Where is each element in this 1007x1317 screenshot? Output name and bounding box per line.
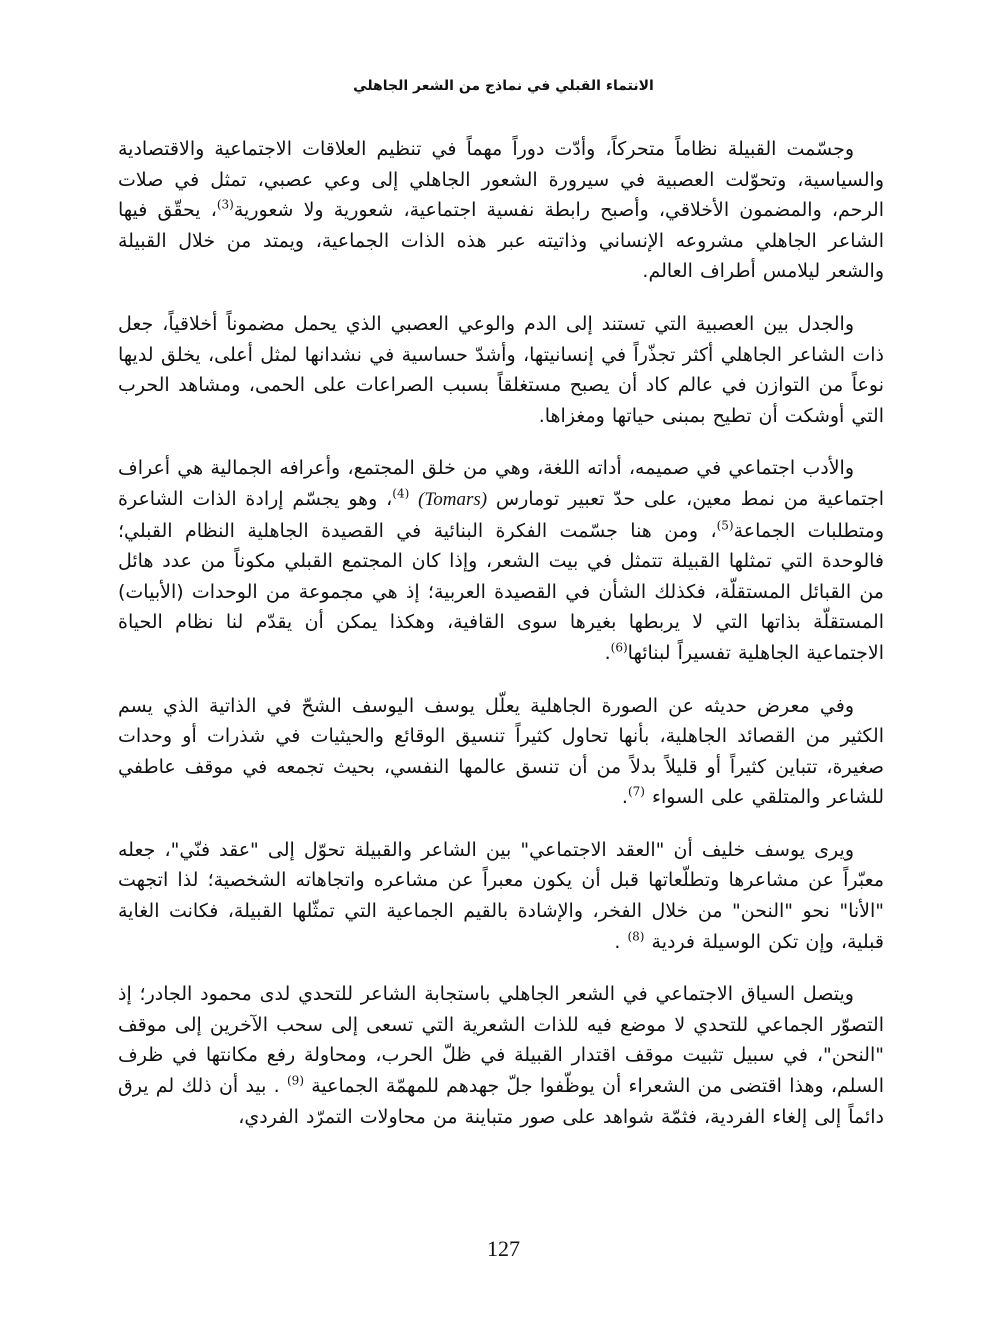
footnote-reference: (4): [392, 486, 410, 501]
paragraph-text: والأدب اجتماعي في صميمه، أداته اللغة، وهي من خلق المجتمع، وأعرافه الجمالية هي أعراف اجتماعية من نمط معين، على حدّ تعبير تومارس: [118, 457, 884, 510]
paragraph-text: ويرى يوسف خليف أن "العقد الاجتماعي" بين الشاعر والقبيلة تحوّل إلى "عقد فنّي"، جعله معبّراً عن مشاعرها وتطلّعاتها قبل أن يكون معبراً عن مشاعره واتجاهاته الشخصية؛ لذا اتجهت "الأنا" نحو "النحن" من خلال الفخر، والإشادة بالقيم الجماعية التي تمثّلها القبيلة، فكانت الغاية قبلية، وإن تكن الوسيلة فردية: [118, 838, 884, 953]
paragraph-text: .: [614, 930, 628, 953]
paragraph-text: وفي معرض حديثه عن الصورة الجاهلية يعلّل يوسف اليوسف الشحّ في الذاتية الذي يسم الكثير من القصائد الجاهلية، بأنها تحاول كثيراً تنسيق الوقائع والحيثيات في شذرات أو وحدات صغيرة، تتباين كثيراً أو قليلاً بدلاً من أن تنسق عالمها النفسي، بحيث تجمعه في موقف عاطفي للشاعر والمتلقي على السواء: [118, 694, 884, 809]
body-paragraph: [118, 453, 884, 668]
paragraph-text: ويتصل السياق الاجتماعي في الشعر الجاهلي باستجابة الشاعر للتحدي لدى محمود الجادر؛ إذ التصوّر الجماعي للتحدي لا موضع فيه للذات الشعرية التي تسعى إلى سحب الآخرين إلى موقف "النحن"، في سبيل تثبيت موقف اقتدار القبيلة في ظلّ الحرب، ومحاولة رفع مكانتها في ظرف السلم، وهذا اقتضى من الشعراء أن يوظّفوا جلّ جهدهم للمهمّة الجماعية: [118, 983, 884, 1098]
article-body: [118, 134, 884, 1154]
paragraph-text: . بيد أن ذلك لم يرق دائماً إلى إلغاء الفردية، فثمّة شواهد على صور متباينة من محاولات التمرّد الفردي،: [118, 1075, 884, 1128]
running-header: الانتماء القبلي في نماذج من الشعر الجاهلي: [353, 78, 654, 94]
body-paragraph: [118, 979, 884, 1132]
foreign-term: (Tomars): [418, 488, 488, 510]
body-paragraph: [118, 134, 884, 287]
paragraph-text: وجسّمت القبيلة نظاماً متحركاً، وأدّت دوراً مهماً في تنظيم العلاقات الاجتماعية والاقتصادية والسياسية، وتحوّلت العصبية في سيرورة الشعور الجاهلي إلى وعي عصبي، تمثل في صلات الرحم، والمضمون الأخلاقي، وأصبح رابطة نفسية اجتماعية، شعورية ولا شعورية: [118, 138, 884, 222]
page-number: 127: [487, 1236, 520, 1261]
footnote-reference: (8): [627, 929, 645, 944]
paragraph-text: ، ومن هنا جسّمت الفكرة البنائية في القصيدة الجاهلية النظام القبلي؛ فالوحدة التي تمثلها القبيلة تتمثل في بيت الشعر، وإذا كان المجتمع القبلي مكوناً من عدد هائل من القبائل المستقلّة، فكذلك الشأن في القصيدة العربية؛ إذ هي مجموعة من الوحدات (الأبيات) المستقلّة بذاتها التي لا يربطها بغيرها سوى القافية، وهكذا يمكن أن يقدّم لنا نظام الحياة الاجتماعية الجاهلية تفسيراً لبنائها: [118, 519, 884, 664]
paragraph-text: والجدل بين العصبية التي تستند إلى الدم والوعي العصبي الذي يحمل مضموناً أخلاقياً، جعل ذات الشاعر الجاهلي أكثر تجذّراً في إنسانيتها، وأشدّ حساسية في نشدانها لمثل أعلى، يخلق لديها نوعاً من التوازن في عالم كاد أن يصبح مستغلقاً بسبب الصراعات على الحمى، ومشاهد الحرب التي أوشكت أن تطيح بمبنى حياتها ومغزاها.: [118, 312, 884, 427]
paragraph-text: ، وهو يجسّم إرادة الذات الشاعرة ومتطلبات الجماعة: [118, 487, 884, 542]
body-paragraph: [118, 309, 884, 431]
paragraph-text: [409, 488, 418, 510]
body-paragraph: [118, 835, 884, 957]
paragraph-text: .: [621, 786, 628, 809]
footnote-reference: (6): [610, 640, 628, 655]
footnote-reference: (9): [286, 1073, 304, 1088]
footnote-reference: (3): [216, 197, 234, 212]
footnote-reference: (7): [627, 784, 645, 799]
paragraph-text: ، يحقّق فيها الشاعر الجاهلي مشروعه الإنساني وذاتيته عبر هذه الذات الجماعية، ويمتد من خلال القبيلة والشعر ليلامس أطراف العالم.: [118, 199, 884, 283]
footnote-reference: (5): [716, 518, 734, 533]
body-paragraph: [118, 691, 884, 813]
paragraph-text: .: [604, 641, 611, 664]
